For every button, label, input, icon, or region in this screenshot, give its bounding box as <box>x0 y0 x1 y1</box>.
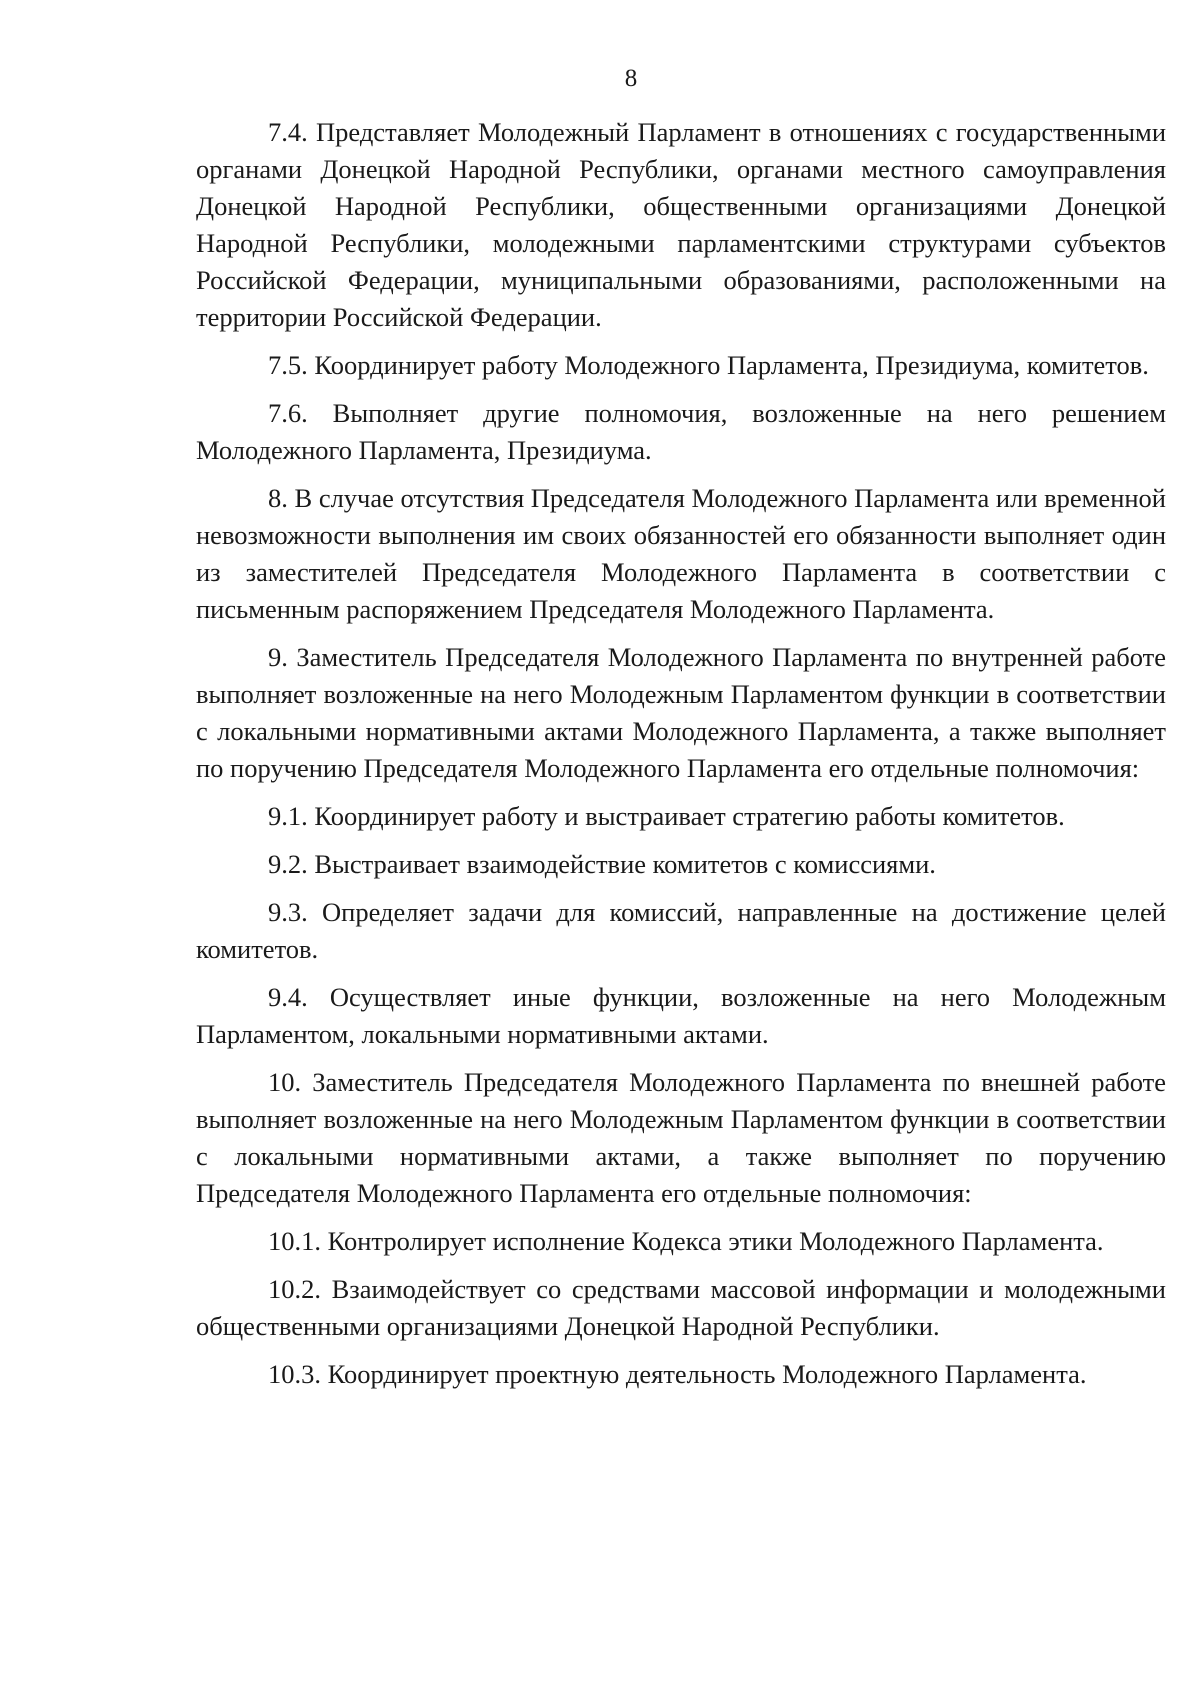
document-body <box>196 114 1166 1404</box>
paragraph-7-4: 7.4. Представляет Молодежный Парламент в отношениях с государственными органами Донецкой Народной Республики, органами местного самоуправления Донецкой Народной Республики, общественными организациями Донецкой Народной Республики, молодежными парламентскими структурами субъектов Российской Федерации, муниципальными образованиями, расположенными на территории Российской Федерации. <box>196 117 1166 332</box>
paragraph-7-5: 7.5. Координирует работу Молодежного Парламента, Президиума, комитетов. <box>268 350 1149 380</box>
paragraph-9-1: 9.1. Координирует работу и выстраивает стратегию работы комитетов. <box>268 801 1065 831</box>
paragraph-9-3: 9.3. Определяет задачи для комиссий, направленные на достижение целей комитетов. <box>196 897 1166 964</box>
paragraph-10-2: 10.2. Взаимодействует со средствами массовой информации и молодежными общественными организациями Донецкой Народной Республики. <box>196 1274 1166 1341</box>
paragraph-8: 8. В случае отсутствия Председателя Молодежного Парламента или временной невозможности выполнения им своих обязанностей его обязанности выполняет один из заместителей Председателя Молодежного Парламента в соответствии с письменным распоряжением Председателя Молодежного Парламента. <box>196 483 1166 624</box>
paragraph-10-3: 10.3. Координирует проектную деятельность Молодежного Парламента. <box>268 1359 1087 1389</box>
paragraph-10: 10. Заместитель Председателя Молодежного Парламента по внешней работе выполняет возложенные на него Молодежным Парламентом функции в соответствии с локальными нормативными актами, а также выполняет по поручению Председателя Молодежного Парламента его отдельные полномочия: <box>196 1067 1166 1208</box>
paragraph-9: 9. Заместитель Председателя Молодежного Парламента по внутренней работе выполняет возложенные на него Молодежным Парламентом функции в соответствии с локальными нормативными актами Молодежного Парламента, а также выполняет по поручению Председателя Молодежного Парламента его отдельные полномочия: <box>196 642 1166 783</box>
paragraph-9-4: 9.4. Осуществляет иные функции, возложенные на него Молодежным Парламентом, локальными нормативными актами. <box>196 982 1166 1049</box>
paragraph-10-1: 10.1. Контролирует исполнение Кодекса этики Молодежного Парламента. <box>268 1226 1104 1256</box>
page-number: 8 <box>624 65 638 92</box>
paragraph-7-6: 7.6. Выполняет другие полномочия, возложенные на него решением Молодежного Парламента, Президиума. <box>196 398 1166 465</box>
paragraph-9-2: 9.2. Выстраивает взаимодействие комитетов с комиссиями. <box>268 849 936 879</box>
